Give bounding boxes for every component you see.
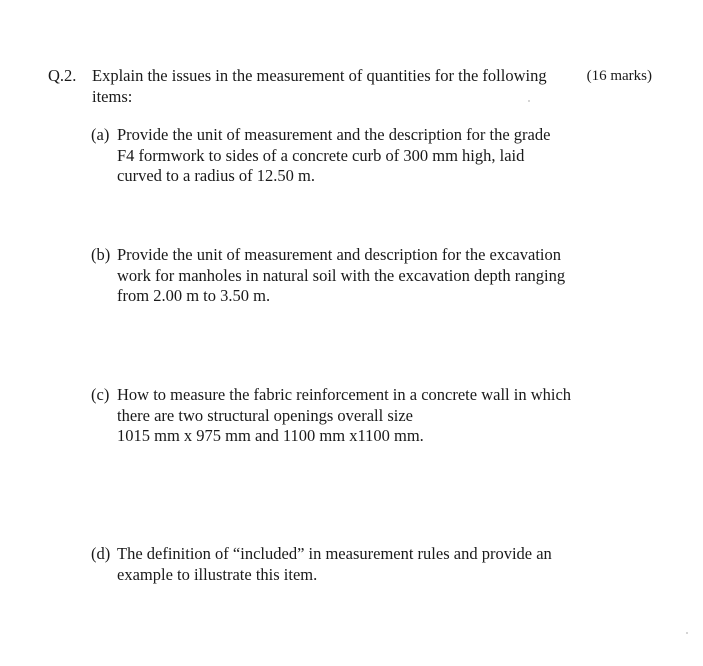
question-stem [92,66,652,107]
sub-question-label: (a) [91,125,110,144]
text-line: Provide the unit of measurement and description for the excavation [117,245,561,264]
text-line: from 2.00 m to 3.50 m. [117,286,271,305]
sub-question-label: (b) [91,245,111,264]
sub-question-label: (c) [91,385,110,404]
question-stem-line: Explain the issues in the measurement of quantities for the following [92,66,547,85]
question-number: Q.2. [48,66,77,85]
text-line: curved to a radius of 12.50 m. [117,166,315,185]
text-line: Provide the unit of measurement and the description for the grade [117,125,551,144]
scan-speck [528,100,530,102]
text-line: work for manholes in natural soil with the excavation depth ranging [117,265,566,285]
text-line: there are two structural openings overall size [117,405,413,425]
text-line: example to illustrate this item. [117,564,318,584]
sub-question-label: (d) [91,544,111,563]
sub-question-text [117,245,587,307]
text-line: F4 formwork to sides of a concrete curb of 300 mm high, laid [117,145,525,165]
question-marks: (16 marks) [586,68,652,84]
question-stem-line: items: [92,86,133,106]
scan-speck [686,632,688,634]
sub-question-text [117,125,587,187]
text-line: The definition of “included” in measurement rules and provide an [117,544,552,563]
sub-question-text [117,544,587,585]
text-line: 1015 mm x 975 mm and 1100 mm x1100 mm. [117,426,424,445]
sub-question-text [117,385,587,447]
text-line: How to measure the fabric reinforcement in a concrete wall in which [117,385,572,404]
